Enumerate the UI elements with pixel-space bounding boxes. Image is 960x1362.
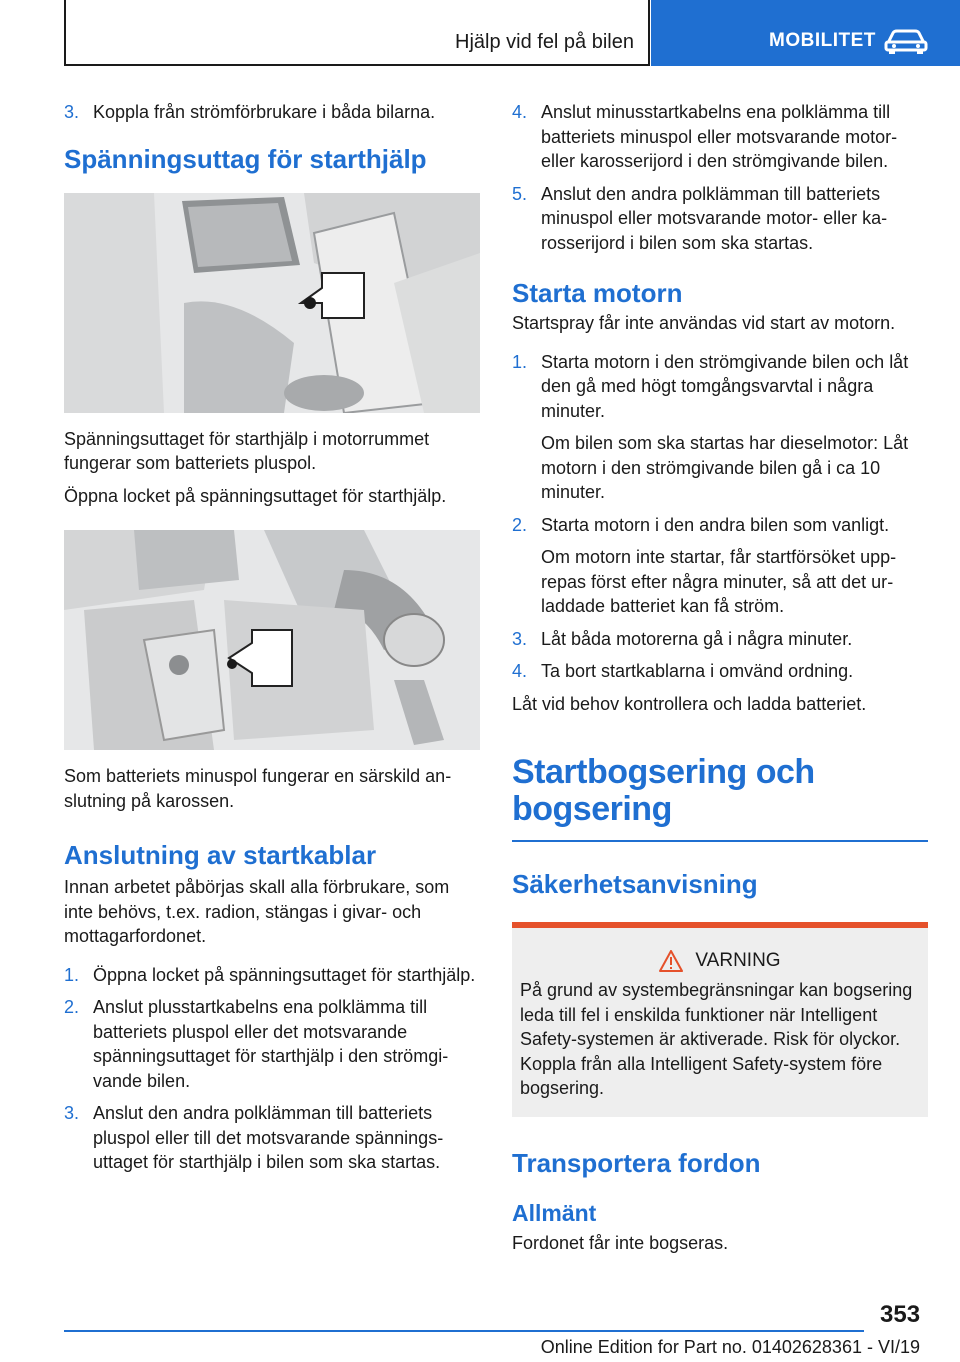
step-number: 3. [64,1103,80,1123]
right-column [512,100,928,1263]
heading-startbogsering: Startbogsering och bogsering [512,753,815,828]
step-text: Öppna locket på spänningsuttaget för starthjälp. [93,964,476,985]
footer-edition: Online Edition for Part no. 01402628361 - VI/19 [540,1337,920,1357]
step-number: 2. [512,514,528,535]
step-text: Låt båda motorerna gå i några minuter. [541,628,853,649]
heading-starta-motorn: Starta motorn [512,278,683,308]
paragraph-startspray: Startspray får inte användas vid start av motorn. [512,313,896,333]
step-text: Starta motorn i den andra bilen som vanligt. [541,514,890,535]
engine-photo-2 [64,530,480,750]
paragraph-allmant: Fordonet får inte bogseras. [512,1232,729,1253]
step-text: Anslut minusstartkabelns ena polklämma till batteriets minuspol eller motsvarande motor- eller karosserijord i den strömgivande bilen. [541,102,898,171]
step-number: 5. [512,183,528,204]
step-number: 3. [512,628,528,649]
step-text: Anslut den andra polklämman till batteriets minuspol eller motsvarande motor- eller karosserijord i bilen som ska startas. [541,183,888,253]
step-text: Starta motorn i den strömgivande bilen och låt den gå med högt tomgångsvarvtal i några minuter. [541,351,909,421]
step-text: Anslut den andra polklämman till batteriets pluspol eller till det motsvarande spänningsuttaget för starthjälp i bilen som ska startas. [93,1103,444,1172]
step-subtext: Om motorn inte startar, får startförsöket upprepas först efter några minuter, så att det urladdade batteriet kan få ström. [541,547,897,616]
warning-text: På grund av systembegränsningar kan bogsering leda till fel i enskilda funktioner när Intelligent Safety-systemen är aktiverade. Risk för olyckor. Koppla från alla Intelligent Safety-system före bogsering. [520,980,913,1098]
list-item [512,627,928,652]
heading-anslutning: Anslutning av startkablar [64,840,377,870]
heading-transportera: Transportera fordon [512,1147,761,1178]
header-title-box [64,0,650,66]
list-item [512,659,928,684]
paragraph-pluspol: Spänningsuttaget för starthjälp i motorrummet fungerar som batteriets pluspol. [64,428,430,473]
list-item [64,995,480,1093]
footer-rule [64,1330,864,1332]
step-number: 3. [64,102,80,122]
step-text: Koppla från strömförbrukare i båda bilarna. [93,102,436,122]
heading-allmant: Allmänt [512,1199,597,1226]
warning-triangle-icon [659,950,683,972]
list-item [64,963,480,988]
chapter-title: Hjälp vid fel på bilen [455,31,634,53]
heading-sakerhet: Säkerhetsanvisning [512,869,758,899]
paragraph-minuspol: Som batteriets minuspol fungerar en särskild anslutning på karossen. [64,766,452,811]
step-text: Ta bort startkablarna i omvänd ordning. [541,661,854,681]
step-number: 4. [512,661,528,681]
step-text: Anslut plusstartkabelns ena polklämma till batteriets pluspol eller det motsvarande spänningsuttaget för starthjälp i den strömgivande bilen. [93,997,449,1091]
list-item [512,513,928,538]
step-subtext: Om bilen som ska startas har dieselmotor: Låt motorn i den strömgivande bilen gå i ca 10 minuter. [541,433,909,502]
step-number: 1. [64,964,80,985]
heading-spanningsuttag: Spänningsuttag för starthjälp [64,143,427,174]
car-icon [884,28,928,54]
list-item [512,100,928,174]
section-label: MOBILITET [769,30,876,51]
step-number: 2. [64,997,80,1017]
paragraph-innan: Innan arbetet påbörjas skall alla förbrukare, som inte behövs, t.ex. radion, stängas i givar- och mottagarfordonet. [64,877,450,946]
list-item [64,1101,480,1175]
page-header [0,0,960,66]
step-number: 4. [512,102,528,122]
list-item [512,350,928,424]
paragraph-batteri: Låt vid behov kontrollera och ladda batteriet. [512,693,867,714]
page-number: 353 [880,1301,921,1328]
paragraph-oppna: Öppna locket på spänningsuttaget för starthjälp. [64,485,447,506]
list-item [512,182,928,256]
engine-photo-1 [64,193,480,413]
heading-rule [512,840,928,842]
step-number: 1. [512,351,528,372]
list-item [64,100,480,125]
left-column [64,100,480,1183]
warning-title: VARNING [695,950,781,971]
warning-box [512,922,928,1117]
warning-header [520,950,920,972]
header-section-box [651,0,960,66]
